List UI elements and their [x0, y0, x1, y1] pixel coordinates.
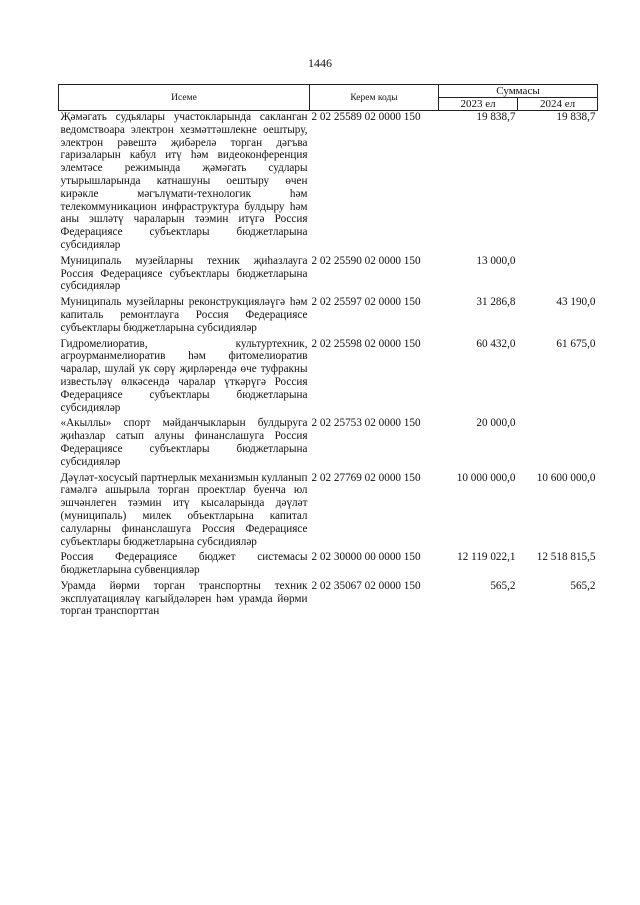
row-code: 2 02 25597 02 0000 150 [311, 296, 421, 309]
table-row [59, 296, 598, 337]
budget-table [58, 84, 598, 621]
row-amount-2023: 20 000,0 [476, 417, 516, 430]
row-code: 2 02 35067 02 0000 150 [311, 579, 421, 592]
row-amount-2023: 60 432,0 [476, 337, 516, 350]
row-name: Россия Федерациясе бюджет системасы бюджетларына субвенцияләр [60, 551, 308, 577]
row-name: Дәүләт-хосусый партнерлык механизмын кулланып гамәлгә ашырыла торган проектлар буенча юл эшчәнлеген тәэмин итү кысаларында дәүләт (муниципаль) милек объектларына капитал салуларны финанслашуга Россия Федерациясе субъектлары бюджетларына субсидияләр [60, 471, 308, 548]
row-code: 2 02 30000 00 0000 150 [311, 551, 421, 564]
row-code: 2 02 27769 02 0000 150 [311, 471, 421, 484]
header-year-2024: 2024 ел [518, 98, 598, 111]
row-amount-2024: 19 838,7 [556, 111, 596, 123]
row-code: 2 02 25598 02 0000 150 [311, 337, 421, 350]
table-row [59, 551, 598, 580]
row-amount-2024: 10 600 000,0 [536, 471, 596, 484]
row-amount-2023: 565,2 [490, 579, 516, 592]
table-row [59, 472, 598, 552]
header-sums: Суммасы [439, 85, 598, 98]
row-name: Урамда йөрми торган транспортны техник эксплуатацияләү кагыйдәләрен һәм урамда йөрми торган транспорттан [60, 579, 308, 618]
header-code: Керем коды [310, 85, 439, 111]
row-amount-2024 [518, 417, 598, 471]
row-amount-2024: 61 675,0 [556, 337, 596, 350]
row-amount-2024: 12 518 815,5 [536, 551, 596, 564]
row-code: 2 02 25589 02 0000 150 [311, 111, 421, 123]
table-row [59, 417, 598, 471]
row-code: 2 02 25753 02 0000 150 [311, 417, 421, 430]
row-amount-2024 [518, 255, 598, 296]
row-amount-2023: 12 119 022,1 [457, 551, 516, 564]
page-number: 1446 [308, 56, 332, 70]
header-year-2023: 2023 ел [439, 98, 518, 111]
row-name: Гидромелиоратив, культуртехник, агроурманмелиоратив һәм фитомелиоратив чаралар, шулай ук сөрү җирләрендә өче туфракны известьләү өлкәсендә чаралар үткәрүгә Россия Федерациясе субъектлары бюджетларына субсидияләр [60, 337, 308, 414]
table-row [59, 255, 598, 296]
table-row [59, 111, 598, 255]
row-name: Муниципаль музейларны реконструкцияләүгә һәм капиталь ремонтлауга Россия Федерациясе субъектлары бюджетларына субсидияләр [60, 296, 308, 334]
row-amount-2023: 31 286,8 [476, 296, 516, 309]
table-row [59, 338, 598, 418]
row-amount-2023: 19 838,7 [476, 111, 516, 123]
row-amount-2023: 10 000 000,0 [456, 471, 516, 484]
header-name: Исеме [59, 85, 310, 111]
row-amount-2024: 565,2 [570, 579, 596, 592]
table-row [59, 580, 598, 621]
row-amount-2023: 13 000,0 [476, 254, 516, 267]
row-code: 2 02 25590 02 0000 150 [311, 254, 421, 267]
row-name: «Акыллы» спорт мәйданчыкларын булдыруга җиһазлар сатып алуны финанслашуга Россия Федерациясе субъектлары бюджетларына субсидияләр [60, 417, 308, 468]
row-amount-2024: 43 190,0 [556, 296, 596, 309]
row-name: Муниципаль музейларны техник җиһазлауга Россия Федерациясе субъектлары бюджетларына субсидияләр [60, 254, 308, 293]
row-name: Җәмәгать судьялары участокларында сакланган ведомствоара электрон хезмәттәшлекне оештыру, электрон рәвештә җибәрелә торган дәгъва гаризаларын кабул итү һәм видеоконференция элемтәсе режимында җәмәгать судлары утырышларында катнашуны оештыру өчен кирәкле мәгълүмати-технологик һәм телекоммуникацион инфраструктура булдыру һәм аны эшләтү чараларын тәэмин итүгә Россия Федерациясе субъектлары бюджетларына субсидияләр [60, 111, 308, 251]
